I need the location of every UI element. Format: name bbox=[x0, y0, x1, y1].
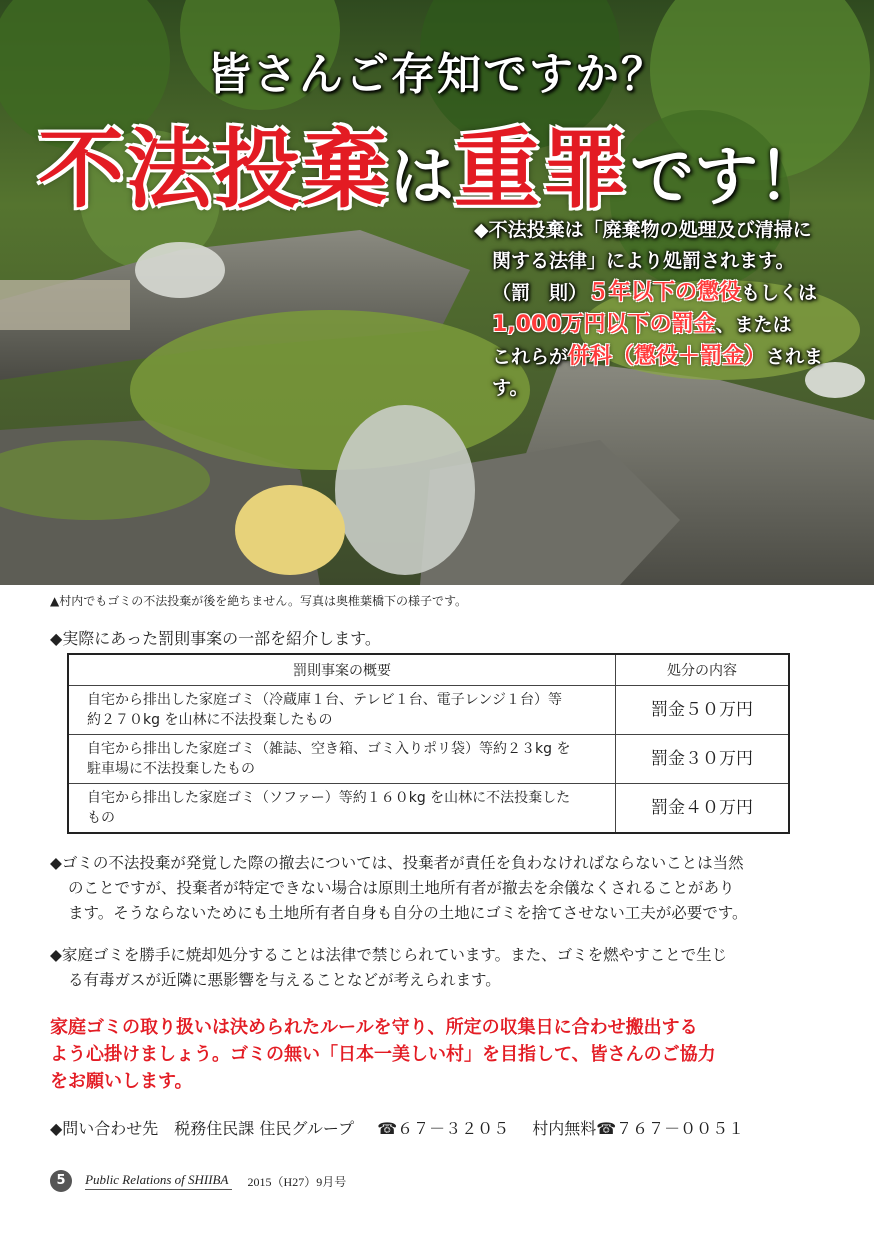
penalty-these: これらが bbox=[492, 346, 569, 368]
hero-title-particle: は bbox=[390, 141, 454, 215]
table-row bbox=[68, 784, 789, 834]
para-line: る有毒ガスが近隣に悪影響を与えることなどが考えられます。 bbox=[68, 971, 501, 989]
penalty-cases-table bbox=[67, 653, 790, 834]
publication-name: Public Relations of SHIIBA bbox=[85, 1172, 232, 1190]
case-summary bbox=[68, 735, 616, 784]
summary-line: もの bbox=[87, 810, 115, 826]
header-summary: 罰則事案の概要 bbox=[68, 654, 616, 686]
appeal-line: よう心掛けましょう。ゴミの無い「日本一美しい村」を目指して、皆さんのご協力 bbox=[50, 1044, 716, 1065]
summary-line: 自宅から排出した家庭ゴミ（ソファー）等約１６０kg を山林に不法投棄した bbox=[87, 790, 571, 806]
cases-intro: ◆実際にあった罰則事案の一部を紹介します。 bbox=[50, 629, 381, 648]
penalty-or: もしくは bbox=[741, 282, 818, 304]
summary-line: 自宅から排出した家庭ゴミ（冷蔵庫１台、テレビ１台、電子レンジ１台）等 bbox=[87, 692, 563, 708]
hero-title bbox=[38, 100, 822, 224]
summary-line: 約２７０kg を山林に不法投棄したもの bbox=[87, 712, 333, 728]
removal-paragraph bbox=[50, 851, 810, 926]
contact-phone: ☎６７－３２０５ bbox=[377, 1119, 510, 1138]
para-line: ます。そうならないためにも土地所有者自身も自分の土地にゴミを捨てさせない工夫が必要です。 bbox=[68, 904, 748, 922]
photo-caption: ▲村内でもゴミの不法投棄が後を絶ちません。写真は奥椎葉橋下の様子です。 bbox=[50, 594, 467, 608]
hero-title-illegal-dumping: 不法投棄 bbox=[38, 120, 390, 220]
contact-free-phone: 村内無料☎７６７－００５１ bbox=[532, 1119, 745, 1138]
case-penalty: 罰金３０万円 bbox=[616, 735, 790, 784]
table-row bbox=[68, 686, 789, 735]
case-summary bbox=[68, 686, 616, 735]
hero-penalty-description bbox=[474, 215, 834, 404]
appeal-message bbox=[50, 1014, 830, 1095]
summary-line: 駐車場に不法投棄したもの bbox=[87, 761, 255, 777]
hero-photo bbox=[0, 0, 874, 585]
page-footer bbox=[50, 1170, 346, 1196]
desc-line bbox=[474, 277, 834, 309]
hero-title-serious-crime: 重罪 bbox=[454, 120, 630, 220]
desc-line: 関する法律」により処罰されます。 bbox=[492, 250, 795, 272]
penalty-fine: 1,000万円以下の罰金 bbox=[492, 312, 716, 337]
penalty-end: されます。 bbox=[492, 346, 824, 399]
burning-paragraph bbox=[50, 943, 810, 993]
appeal-line: 家庭ゴミの取り扱いは決められたルールを守り、所定の収集日に合わせ搬出する bbox=[50, 1017, 698, 1038]
para-line: ◆ゴミの不法投棄が発覚した際の撤去については、投棄者が責任を負わなければならないことは当然 bbox=[50, 854, 744, 872]
header-penalty: 処分の内容 bbox=[616, 654, 790, 686]
table-header-row bbox=[68, 654, 789, 686]
penalty-combined: 併科（懲役＋罰金） bbox=[568, 344, 767, 369]
contact-info bbox=[50, 1116, 762, 1139]
desc-line bbox=[474, 341, 834, 404]
contact-label: ◆問い合わせ先 税務住民課 住民グループ bbox=[50, 1119, 355, 1138]
page-number: 5 bbox=[50, 1170, 72, 1192]
penalty-prison: ５年以下の懲役 bbox=[587, 280, 742, 305]
case-summary bbox=[68, 784, 616, 834]
table-row bbox=[68, 735, 789, 784]
case-penalty: 罰金５０万円 bbox=[616, 686, 790, 735]
hero-subtitle: 皆さんご存知ですか？ bbox=[207, 49, 667, 100]
desc-line: ◆不法投棄は「廃棄物の処理及び清掃に bbox=[474, 219, 812, 241]
issue-date: 2015（H27）9月号 bbox=[247, 1174, 347, 1189]
penalty-or2: 、または bbox=[715, 314, 792, 336]
appeal-line: をお願いします。 bbox=[50, 1071, 193, 1092]
summary-line: 自宅から排出した家庭ゴミ（雑誌、空き箱、ゴミ入りポリ袋）等約２３kg を bbox=[87, 741, 571, 757]
para-line: のことですが、投棄者が特定できない場合は原則土地所有者が撤去を余儀なくされることがあり bbox=[68, 879, 735, 897]
case-penalty: 罰金４０万円 bbox=[616, 784, 790, 834]
hero-title-ending: です！ bbox=[630, 141, 822, 215]
penalty-label: （罰 則） bbox=[492, 282, 588, 304]
desc-line bbox=[474, 309, 834, 341]
para-line: ◆家庭ゴミを勝手に焼却処分することは法律で禁じられています。また、ゴミを燃やすことで生じ bbox=[50, 946, 728, 964]
